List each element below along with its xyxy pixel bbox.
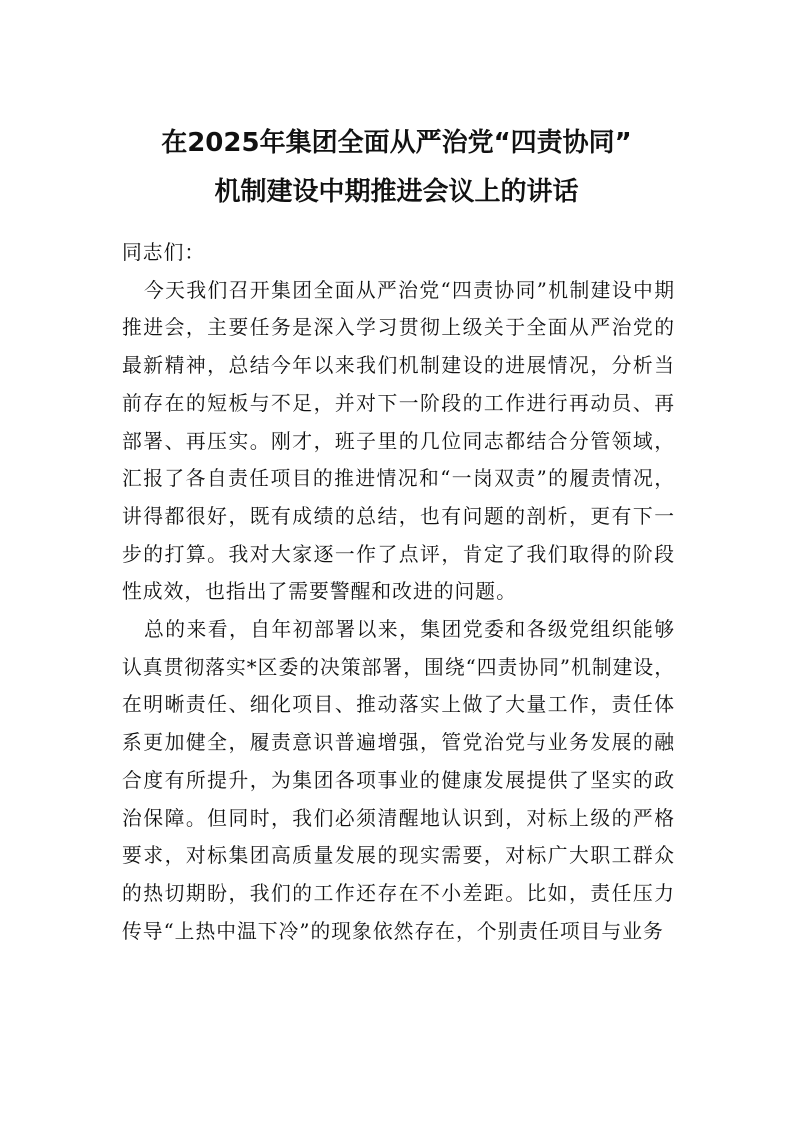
- document-title-line-1: 在2025年集团全面从严治党“四责协同”: [161, 128, 632, 158]
- paragraph-2: 总的来看，自年初部署以来，集团党委和各级党组织能够认真贯彻落实*区委的决策部署，围绕“四责协同”机制建设，在明晰责任、细化项目、推动落实上做了大量工作，责任体系更加健全，履责意识普遍增强，管党治党与业务发展的融合度有所提升，为集团各项事业的健康发展提供了坚实的政治保障。但同时，我们必须清醒地认识到，对标上级的严格要求，对标集团高质量发展的现实需要，对标广大职工群众的热切期盼，我们的工作还存在不小差距。比如，责任压力传导“上热中温下冷”的现象依然存在，个别责任项目与业务: [122, 618, 675, 943]
- document-body: [122, 234, 675, 950]
- salutation: 同志们：: [122, 241, 206, 264]
- document-title-line-2: 机制建设中期推进会议上的讲话: [214, 177, 579, 207]
- paragraph-1: 今天我们召开集团全面从严治党“四责协同”机制建设中期推进会，主要任务是深入学习贯彻上级关于全面从严治党的最新精神，总结今年以来我们机制建设的进展情况，分析当前存在的短板与不足，并对下一阶段的工作进行再动员、再部署、再压实。刚才，班子里的几位同志都结合分管领域，汇报了各自责任项目的推进情况和“一岗双责”的履责情况，讲得都很好，既有成绩的总结，也有问题的剖析，更有下一步的打算。我对大家逐一作了点评，肯定了我们取得的阶段性成效，也指出了需要警醒和改进的问题。: [122, 278, 675, 604]
